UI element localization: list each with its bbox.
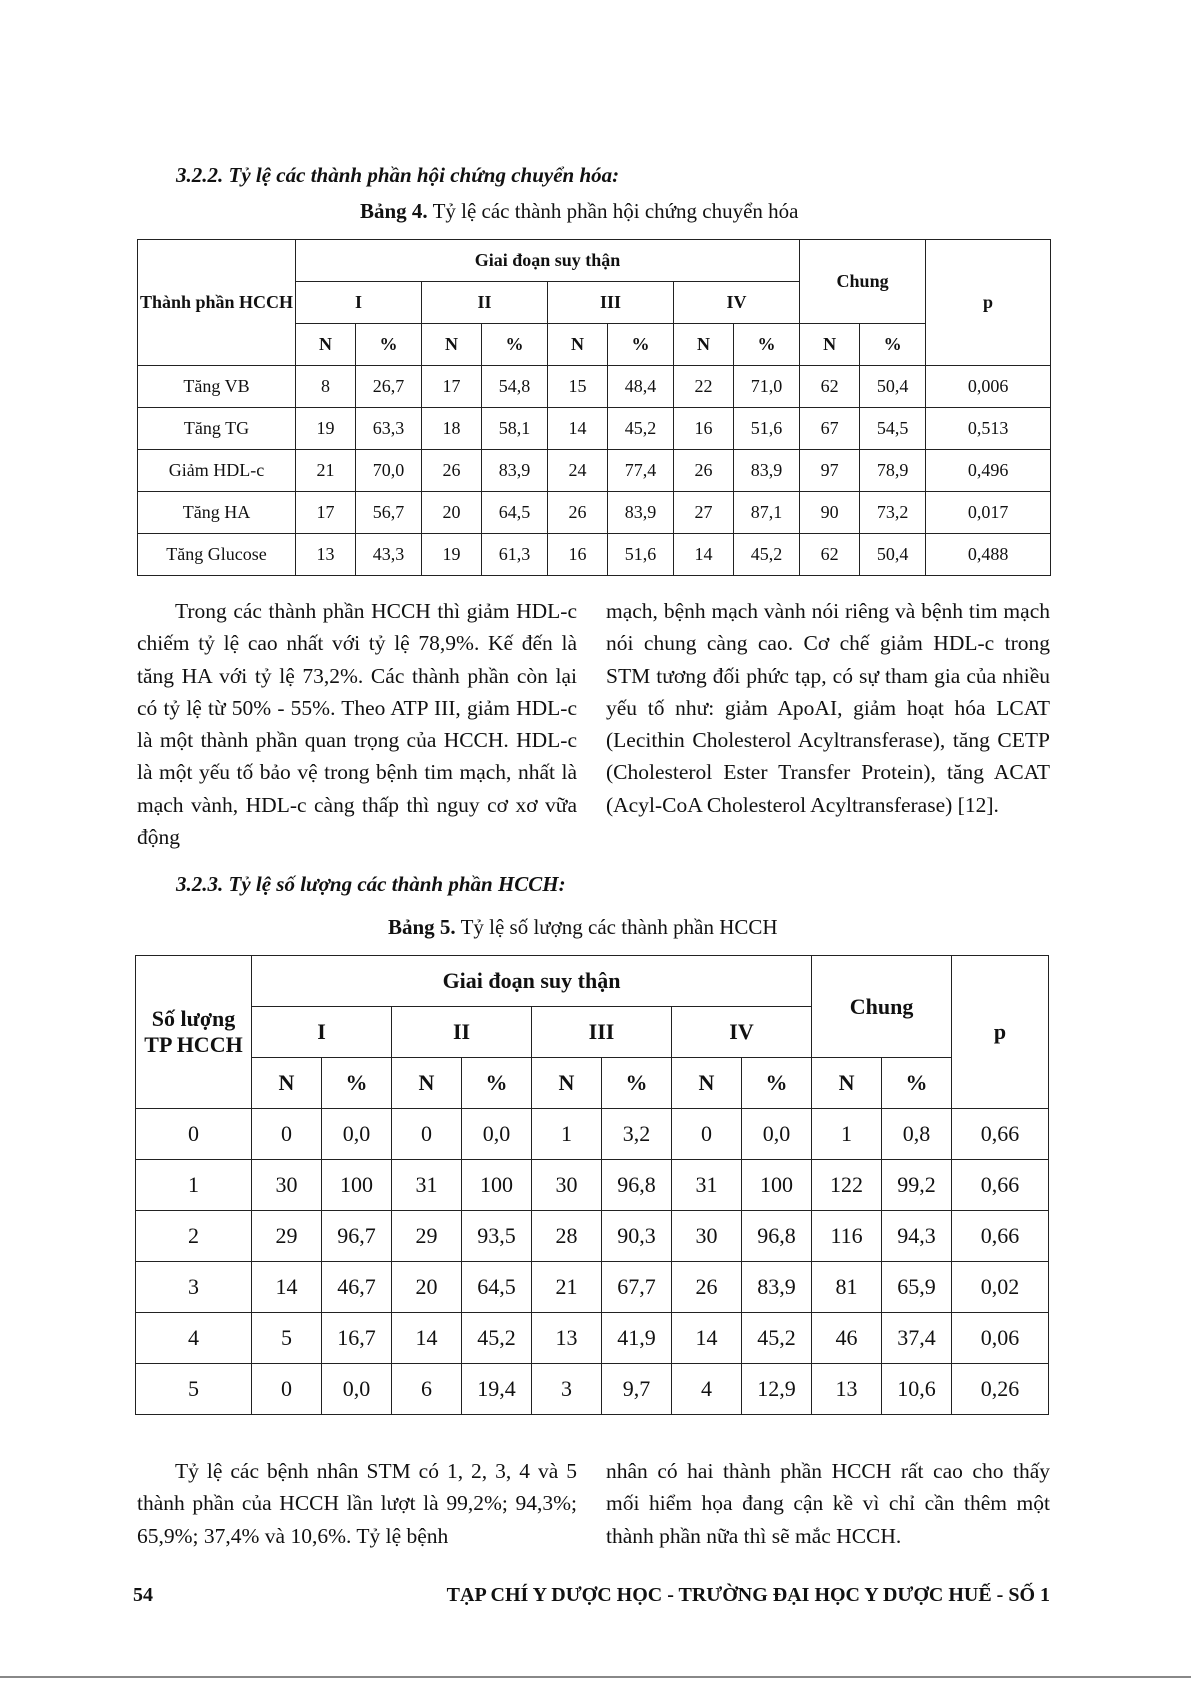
table5-cell: 3 — [532, 1364, 602, 1415]
table4-cell: 19 — [296, 408, 356, 450]
table4-row-label: Tăng Glucose — [138, 534, 296, 576]
section-heading-3-2-2: 3.2.2. Tỷ lệ các thành phần hội chứng chuyển hóa: — [176, 163, 620, 187]
paragraph-1-right — [606, 595, 1050, 821]
table5-header-chung: Chung — [812, 956, 952, 1058]
table4-cell: 87,1 — [734, 492, 800, 534]
table5-cell: 64,5 — [462, 1262, 532, 1313]
table4-cell: 45,2 — [608, 408, 674, 450]
table4-cell: 70,0 — [356, 450, 422, 492]
table4-cell: 78,9 — [860, 450, 926, 492]
table4-cell: 63,3 — [356, 408, 422, 450]
table5-cell: 0,26 — [952, 1364, 1049, 1415]
table4-header-component: Thành phần HCCH — [138, 240, 296, 366]
table5-cell: 20 — [392, 1262, 462, 1313]
table5-cell: 94,3 — [882, 1211, 952, 1262]
table5-row — [136, 1160, 1049, 1211]
table4-cell: 83,9 — [734, 450, 800, 492]
table4-cell: 50,4 — [860, 534, 926, 576]
table5-cell: 100 — [322, 1160, 392, 1211]
table5-cell: 81 — [812, 1262, 882, 1313]
table5-cell: 30 — [532, 1160, 602, 1211]
table5-cell: 3,2 — [602, 1109, 672, 1160]
table4-header-n: N — [296, 324, 356, 366]
table5-cell: 122 — [812, 1160, 882, 1211]
table5-header-stage: III — [532, 1007, 672, 1058]
table4-caption-text: Tỷ lệ các thành phần hội chứng chuyển hóa — [432, 199, 799, 223]
table4-cell: 83,9 — [608, 492, 674, 534]
table4-caption — [360, 199, 798, 224]
table4-cell: 90 — [800, 492, 860, 534]
table5-cell: 19,4 — [462, 1364, 532, 1415]
table4-header-n: N — [674, 324, 734, 366]
table5-cell: 37,4 — [882, 1313, 952, 1364]
table4-header-n: N — [548, 324, 608, 366]
table4-cell: 0,488 — [926, 534, 1051, 576]
table5-cell: 65,9 — [882, 1262, 952, 1313]
table5-cell: 41,9 — [602, 1313, 672, 1364]
table4-cell: 61,3 — [482, 534, 548, 576]
table5-cell: 1 — [532, 1109, 602, 1160]
table5-cell: 0,66 — [952, 1211, 1049, 1262]
table4-cell: 50,4 — [860, 366, 926, 408]
table5-cell: 100 — [742, 1160, 812, 1211]
table5-cell: 45,2 — [462, 1313, 532, 1364]
table4-header-pct: % — [356, 324, 422, 366]
table4-cell: 0,513 — [926, 408, 1051, 450]
page-number: 54 — [133, 1584, 153, 1606]
table5-cell: 28 — [532, 1211, 602, 1262]
paragraph-2-left — [137, 1455, 577, 1552]
section-heading-3-2-3: 3.2.3. Tỷ lệ số lượng các thành phần HCCH: — [176, 872, 566, 896]
table4-cell: 58,1 — [482, 408, 548, 450]
table5-cell: 100 — [462, 1160, 532, 1211]
table4-cell: 16 — [674, 408, 734, 450]
table5-row-label: 0 — [136, 1109, 252, 1160]
table4-cell: 0,017 — [926, 492, 1051, 534]
table5-header-p: p — [952, 956, 1049, 1109]
table5-cell: 16,7 — [322, 1313, 392, 1364]
table5-cell: 4 — [672, 1364, 742, 1415]
table5-caption — [388, 915, 778, 940]
table4-cell: 62 — [800, 366, 860, 408]
table4-row — [138, 366, 1051, 408]
table4-row — [138, 492, 1051, 534]
table4-cell: 16 — [548, 534, 608, 576]
table5-row — [136, 1262, 1049, 1313]
table4-header-pct: % — [608, 324, 674, 366]
table4-header-n: N — [422, 324, 482, 366]
table5-cell: 31 — [672, 1160, 742, 1211]
table4-cell: 83,9 — [482, 450, 548, 492]
table4-cell: 48,4 — [608, 366, 674, 408]
table4-row — [138, 408, 1051, 450]
table4-header-pct: % — [734, 324, 800, 366]
table5-row — [136, 1313, 1049, 1364]
table5-header-pct: % — [882, 1058, 952, 1109]
table5-cell: 0 — [252, 1109, 322, 1160]
table4-cell: 0,496 — [926, 450, 1051, 492]
table4-cell: 54,5 — [860, 408, 926, 450]
table5-row-label: 5 — [136, 1364, 252, 1415]
table4-header-pct: % — [860, 324, 926, 366]
table5-cell: 99,2 — [882, 1160, 952, 1211]
table4-cell: 26 — [422, 450, 482, 492]
table4-cell: 27 — [674, 492, 734, 534]
table5 — [135, 955, 1049, 1415]
paragraph-1-right-text: mạch, bệnh mạch vành nói riêng và bệnh tim mạch nói chung càng cao. Cơ chế giảm HDL-c trong STM tương đối phức tạp, có sự tham gia của nhiều yếu tố như: giảm ApoAI, giảm hoạt hóa LCAT (Lecithin Cholesterol Acyltransferase), tăng CETP (Cholesterol Ester Transfer Protein), tăng ACAT (Acyl-CoA Cholesterol Acyltransferase) [12]. — [606, 599, 1050, 817]
table5-cell: 13 — [812, 1364, 882, 1415]
table5-header-n: N — [672, 1058, 742, 1109]
table5-row — [136, 1109, 1049, 1160]
table5-header-n: N — [252, 1058, 322, 1109]
table4-cell: 17 — [296, 492, 356, 534]
table5-cell: 14 — [392, 1313, 462, 1364]
table4-cell: 67 — [800, 408, 860, 450]
table4-header-pct: % — [482, 324, 548, 366]
table4-cell: 56,7 — [356, 492, 422, 534]
table4-cell: 51,6 — [608, 534, 674, 576]
table5-cell: 0,0 — [322, 1364, 392, 1415]
table5-cell: 116 — [812, 1211, 882, 1262]
table4-row-label: Tăng TG — [138, 408, 296, 450]
table4-cell: 77,4 — [608, 450, 674, 492]
table4-cell: 26,7 — [356, 366, 422, 408]
table5-cell: 29 — [252, 1211, 322, 1262]
table4-row-label: Tăng VB — [138, 366, 296, 408]
table4-header-stage: II — [422, 282, 548, 324]
table4-cell: 26 — [674, 450, 734, 492]
table5-header-pct: % — [602, 1058, 672, 1109]
table5-cell: 0 — [392, 1109, 462, 1160]
table5-cell: 12,9 — [742, 1364, 812, 1415]
paragraph-2-right-text: nhân có hai thành phần HCCH rất cao cho thấy mối hiểm họa đang cận kề vì chỉ cần thêm một thành phần nữa thì sẽ mắc HCCH. — [606, 1459, 1050, 1548]
table5-cell: 90,3 — [602, 1211, 672, 1262]
table5-cell: 0,66 — [952, 1109, 1049, 1160]
table4-row — [138, 450, 1051, 492]
table4-row-label: Giảm HDL-c — [138, 450, 296, 492]
table4-cell: 0,006 — [926, 366, 1051, 408]
table5-cell: 0,06 — [952, 1313, 1049, 1364]
table5-cell: 0,0 — [462, 1109, 532, 1160]
table5-cell: 45,2 — [742, 1313, 812, 1364]
table5-cell: 0,0 — [322, 1109, 392, 1160]
table4-cell: 13 — [296, 534, 356, 576]
table4-header-p: p — [926, 240, 1051, 366]
table5-header-n: N — [392, 1058, 462, 1109]
table5-cell: 0 — [672, 1109, 742, 1160]
table5-cell: 6 — [392, 1364, 462, 1415]
table5-cell: 14 — [672, 1313, 742, 1364]
table4-cell: 18 — [422, 408, 482, 450]
table4-cell: 62 — [800, 534, 860, 576]
table5-caption-label: Bảng 5. — [388, 915, 456, 939]
table5-cell: 46 — [812, 1313, 882, 1364]
table4-cell: 8 — [296, 366, 356, 408]
table5-cell: 29 — [392, 1211, 462, 1262]
table5-cell: 0,66 — [952, 1160, 1049, 1211]
table5-header-pct: % — [742, 1058, 812, 1109]
table4-header-n: N — [800, 324, 860, 366]
table5-row-label: 2 — [136, 1211, 252, 1262]
table5-cell: 96,8 — [742, 1211, 812, 1262]
table5-header-stage: II — [392, 1007, 532, 1058]
table4-cell: 73,2 — [860, 492, 926, 534]
table4 — [137, 239, 1051, 576]
table4-cell: 64,5 — [482, 492, 548, 534]
table5-cell: 30 — [672, 1211, 742, 1262]
table4-cell: 20 — [422, 492, 482, 534]
table4-cell: 21 — [296, 450, 356, 492]
table5-row-label: 4 — [136, 1313, 252, 1364]
table5-cell: 30 — [252, 1160, 322, 1211]
table5-header-stage: I — [252, 1007, 392, 1058]
table5-row-label: 3 — [136, 1262, 252, 1313]
table4-cell: 14 — [548, 408, 608, 450]
paragraph-1-left-text: Trong các thành phần HCCH thì giảm HDL-c chiếm tỷ lệ cao nhất với tỷ lệ 78,9%. Kế đến là tăng HA với tỷ lệ 73,2%. Các thành phần còn lại có tỷ lệ từ 50% - 55%. Theo ATP III, giảm HDL-c là một thành phần quan trọng của HCCH. HDL-c là một yếu tố bảo vệ trong bệnh tim mạch, nhất là mạch vành, HDL-c càng thấp thì nguy cơ xơ vữa động — [137, 599, 577, 850]
table4-cell: 45,2 — [734, 534, 800, 576]
table4-header-chung: Chung — [800, 240, 926, 324]
table4-row — [138, 534, 1051, 576]
table5-cell: 0 — [252, 1364, 322, 1415]
table5-cell: 31 — [392, 1160, 462, 1211]
table5-header-pct: % — [462, 1058, 532, 1109]
table4-cell: 54,8 — [482, 366, 548, 408]
table5-cell: 67,7 — [602, 1262, 672, 1313]
table5-header-pct: % — [322, 1058, 392, 1109]
table5-cell: 96,8 — [602, 1160, 672, 1211]
table4-cell: 17 — [422, 366, 482, 408]
table4-header-stage: III — [548, 282, 674, 324]
table4-cell: 71,0 — [734, 366, 800, 408]
table5-header-stage: IV — [672, 1007, 812, 1058]
table5-cell: 9,7 — [602, 1364, 672, 1415]
table5-cell: 21 — [532, 1262, 602, 1313]
paragraph-1-left — [137, 595, 577, 853]
table4-caption-label: Bảng 4. — [360, 199, 428, 223]
journal-name: TẠP CHÍ Y DƯỢC HỌC - TRƯỜNG ĐẠI HỌC Y DƯỢC HUẾ - SỐ 1 — [446, 1584, 1050, 1606]
table5-cell: 1 — [812, 1109, 882, 1160]
table5-row — [136, 1364, 1049, 1415]
table5-cell: 0,0 — [742, 1109, 812, 1160]
table5-header-stage-group: Giai đoạn suy thận — [252, 956, 812, 1007]
table4-header-stage: IV — [674, 282, 800, 324]
table5-cell: 96,7 — [322, 1211, 392, 1262]
table4-header-stage: I — [296, 282, 422, 324]
table5-cell: 0,8 — [882, 1109, 952, 1160]
table4-header-stage-group: Giai đoạn suy thận — [296, 240, 800, 282]
table5-cell: 14 — [252, 1262, 322, 1313]
table5-cell: 13 — [532, 1313, 602, 1364]
table4-cell: 43,3 — [356, 534, 422, 576]
table5-cell: 10,6 — [882, 1364, 952, 1415]
table5-row — [136, 1211, 1049, 1262]
table5-header-n: N — [532, 1058, 602, 1109]
table4-cell: 26 — [548, 492, 608, 534]
table5-cell: 46,7 — [322, 1262, 392, 1313]
paragraph-2-left-text: Tỷ lệ các bệnh nhân STM có 1, 2, 3, 4 và 5 thành phần của HCCH lần lượt là 99,2%; 94,3%; 65,9%; 37,4% và 10,6%. Tỷ lệ bệnh — [137, 1459, 577, 1548]
table4-cell: 22 — [674, 366, 734, 408]
table5-cell: 93,5 — [462, 1211, 532, 1262]
table5-header-count: Số lượng TP HCCH — [136, 956, 252, 1109]
table4-cell: 51,6 — [734, 408, 800, 450]
table5-cell: 83,9 — [742, 1262, 812, 1313]
table5-cell: 26 — [672, 1262, 742, 1313]
table4-row-label: Tăng HA — [138, 492, 296, 534]
table4-cell: 24 — [548, 450, 608, 492]
table5-row-label: 1 — [136, 1160, 252, 1211]
table4-cell: 97 — [800, 450, 860, 492]
table5-cell: 0,02 — [952, 1262, 1049, 1313]
table4-cell: 19 — [422, 534, 482, 576]
table5-header-n: N — [812, 1058, 882, 1109]
table4-cell: 15 — [548, 366, 608, 408]
table5-caption-text: Tỷ lệ số lượng các thành phần HCCH — [460, 915, 778, 939]
table5-cell: 5 — [252, 1313, 322, 1364]
paragraph-2-right — [606, 1455, 1050, 1552]
table4-cell: 14 — [674, 534, 734, 576]
bottom-rule — [0, 1676, 1191, 1678]
